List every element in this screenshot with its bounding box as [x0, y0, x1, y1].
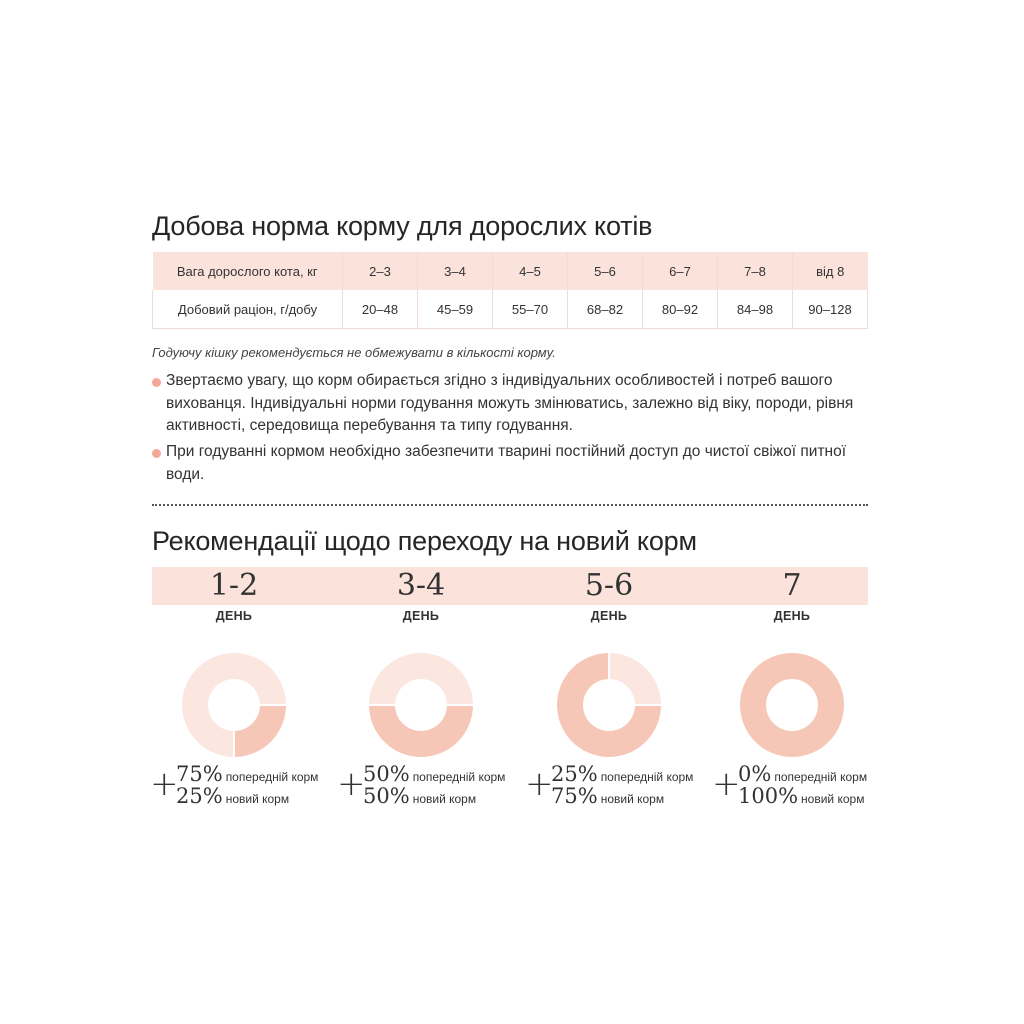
- day-range: 5-6: [584, 568, 634, 603]
- day-range: 1-2: [209, 568, 259, 603]
- nursing-cat-note: Годуючу кішку рекомендується не обмежувати в кількості корму.: [152, 345, 556, 360]
- ration-cell: 80–92: [643, 290, 718, 329]
- mix-donut: [724, 637, 860, 773]
- new-food-label: новий корм: [412, 792, 477, 806]
- ration-cell: 68–82: [568, 290, 643, 329]
- new-food-pct: 100%: [738, 784, 799, 808]
- weight-cell: від 8: [793, 252, 868, 290]
- new-food-segment: [234, 705, 286, 757]
- plus-icon: +: [712, 764, 741, 804]
- bullet-text: Звертаємо увагу, що корм обирається згідно з індивідуальних особливостей і потреб вашого вихованця. Індивідуальні норми годування можуть змінюватись, залежно від віку, породи, рівня активності, середовища перебування та типу годування.: [166, 372, 854, 434]
- new-food-label: новий корм: [801, 792, 865, 806]
- day-range: 7: [782, 568, 802, 603]
- mix-legend: [337, 762, 537, 812]
- mix-legend: [150, 762, 350, 812]
- bullet-dot-icon: [152, 378, 161, 387]
- bullet-dot-icon: [152, 449, 161, 458]
- previous-food-line: [363, 762, 505, 786]
- new-food-pct: 75%: [551, 784, 598, 808]
- list-item: [152, 441, 868, 489]
- previous-food-segment: [609, 653, 661, 705]
- new-food-segment: [369, 705, 473, 757]
- weight-cell: 2–3: [343, 252, 418, 290]
- plus-icon: +: [525, 764, 554, 804]
- ration-cell: 90–128: [793, 290, 868, 329]
- mix-legend: [712, 762, 912, 812]
- new-food-pct: 50%: [363, 784, 410, 808]
- new-food-line: [363, 784, 476, 808]
- previous-food-line: [176, 762, 318, 786]
- previous-food-line: [551, 762, 693, 786]
- day-label: ДЕНЬ: [590, 609, 628, 623]
- ration-row-header: Добовий раціон, г/добу: [153, 290, 343, 329]
- weight-cell: 4–5: [493, 252, 568, 290]
- weight-cell: 6–7: [643, 252, 718, 290]
- ration-cell: 20–48: [343, 290, 418, 329]
- previous-food-pct: 50%: [363, 762, 410, 786]
- previous-food-label: попередній корм: [412, 770, 506, 784]
- mix-donut: [166, 637, 302, 773]
- new-food-label: новий корм: [600, 792, 665, 806]
- new-food-label: новий корм: [225, 792, 290, 806]
- new-food-pct: 25%: [176, 784, 223, 808]
- transition-title: Рекомендації щодо переходу на новий корм: [152, 526, 697, 556]
- plus-icon: +: [150, 764, 179, 804]
- previous-food-label: попередній корм: [774, 770, 868, 784]
- bullet-text: При годуванні кормом необхідно забезпечити тварині постійний доступ до чистої свіжої питної води.: [166, 443, 847, 483]
- new-food-segment: [740, 653, 844, 757]
- previous-food-label: попередній корм: [225, 770, 319, 784]
- previous-food-label: попередній корм: [600, 770, 694, 784]
- new-food-line: [738, 784, 864, 808]
- new-food-line: [176, 784, 289, 808]
- weight-cell: 7–8: [718, 252, 793, 290]
- previous-food-pct: 25%: [551, 762, 598, 786]
- day-label: ДЕНЬ: [773, 609, 811, 623]
- day-range: 3-4: [396, 568, 446, 603]
- list-item: [152, 370, 868, 440]
- mix-donut: [541, 637, 677, 773]
- weight-cell: 5–6: [568, 252, 643, 290]
- weight-cell: 3–4: [418, 252, 493, 290]
- weight-row-header: Вага дорослого кота, кг: [153, 252, 343, 290]
- day-label: ДЕНЬ: [215, 609, 253, 623]
- ration-cell: 45–59: [418, 290, 493, 329]
- dotted-divider: [152, 504, 868, 506]
- feeding-table-title: Добова норма корму для дорослих котів: [152, 211, 653, 241]
- previous-food-pct: 75%: [176, 762, 223, 786]
- feeding-norm-table: [152, 252, 868, 329]
- previous-food-segment: [369, 653, 473, 705]
- ration-cell: 55–70: [493, 290, 568, 329]
- mix-legend: [525, 762, 725, 812]
- mix-donut: [353, 637, 489, 773]
- ration-cell: 84–98: [718, 290, 793, 329]
- previous-food-pct: 0%: [738, 762, 772, 786]
- plus-icon: +: [337, 764, 366, 804]
- day-label: ДЕНЬ: [402, 609, 440, 623]
- weight-row: [153, 252, 868, 290]
- new-food-line: [551, 784, 664, 808]
- ration-row: [153, 290, 868, 329]
- previous-food-line: [738, 762, 867, 786]
